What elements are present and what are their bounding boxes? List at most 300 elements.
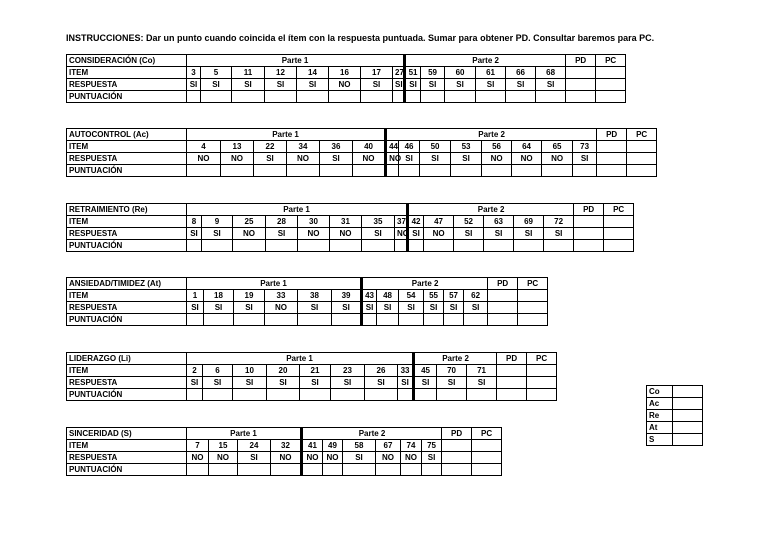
part-2-header: Parte 2 xyxy=(362,278,488,290)
response-value: NO xyxy=(542,153,573,165)
item-number: 62 xyxy=(464,290,488,302)
item-number: 64 xyxy=(512,141,542,153)
part-2-header: Parte 2 xyxy=(414,353,497,365)
response-value: SI xyxy=(421,79,445,91)
pd-cell xyxy=(497,377,527,389)
item-number: 43 xyxy=(362,290,377,302)
pc-header: PC xyxy=(604,204,634,216)
score-cell xyxy=(221,165,254,177)
response-value: SI xyxy=(422,452,442,464)
response-value: NO xyxy=(298,228,330,240)
item-number: 48 xyxy=(377,290,399,302)
section-title: RETRAIMIENTO (Re) xyxy=(67,204,187,216)
pd-header: PD xyxy=(597,129,627,141)
summary-scale-label: At xyxy=(647,422,673,434)
part-1-header: Parte 1 xyxy=(187,278,362,290)
pd-cell xyxy=(442,464,472,476)
response-value: SI xyxy=(444,302,464,314)
score-cell xyxy=(542,165,573,177)
item-number: 20 xyxy=(267,365,300,377)
pd-cell xyxy=(566,67,596,79)
score-cell xyxy=(536,91,566,103)
response-value: NO xyxy=(376,452,401,464)
response-value: SI xyxy=(343,452,376,464)
pd-header: PD xyxy=(488,278,518,290)
puntuacion-row-label: PUNTUACIÓN xyxy=(67,314,187,326)
response-value: SI xyxy=(298,302,332,314)
response-value: NO xyxy=(271,452,302,464)
item-number: 65 xyxy=(542,141,573,153)
score-cell xyxy=(204,314,234,326)
item-number: 36 xyxy=(320,141,353,153)
pd-cell xyxy=(488,290,518,302)
response-value: SI xyxy=(187,79,201,91)
score-cell xyxy=(424,240,454,252)
response-value: SI xyxy=(484,228,514,240)
score-cell xyxy=(414,389,437,401)
response-value: NO xyxy=(233,228,266,240)
response-value: SI xyxy=(362,228,395,240)
pd-cell xyxy=(488,302,518,314)
response-value: SI xyxy=(267,377,300,389)
item-number: 31 xyxy=(330,216,362,228)
summary-value-cell xyxy=(673,398,703,410)
item-number: 50 xyxy=(420,141,451,153)
item-number: 1 xyxy=(187,290,204,302)
score-cell xyxy=(362,314,377,326)
response-value: SI xyxy=(201,79,232,91)
response-value: SI xyxy=(254,153,287,165)
item-number: 63 xyxy=(484,216,514,228)
score-cell xyxy=(395,240,408,252)
response-value: SI xyxy=(405,79,421,91)
score-cell xyxy=(267,389,300,401)
puntuacion-row-label: PUNTUACIÓN xyxy=(67,464,187,476)
item-number: 11 xyxy=(232,67,265,79)
score-cell xyxy=(343,464,376,476)
item-number: 15 xyxy=(209,440,238,452)
instructions-text: INSTRUCCIONES: Dar un punto cuando coincida el ítem con la respuesta puntuada. Sumar para obtener PD. Consultar baremos para PC. xyxy=(66,33,655,43)
pc-header: PC xyxy=(472,428,502,440)
scoring-table xyxy=(66,203,634,252)
score-cell xyxy=(405,91,421,103)
item-number: 18 xyxy=(204,290,234,302)
response-value: SI xyxy=(202,228,233,240)
item-number: 52 xyxy=(454,216,484,228)
item-number: 54 xyxy=(399,290,424,302)
item-number: 71 xyxy=(467,365,497,377)
score-cell xyxy=(271,464,302,476)
section-title: LIDERAZGO (Li) xyxy=(67,353,187,365)
score-cell xyxy=(377,314,399,326)
item-number: 4 xyxy=(187,141,221,153)
response-value: SI xyxy=(408,228,424,240)
puntuacion-row-label: PUNTUACIÓN xyxy=(67,240,187,252)
score-cell xyxy=(233,240,266,252)
response-value: SI xyxy=(187,302,204,314)
pc-cell xyxy=(527,389,557,401)
response-value: SI xyxy=(234,302,265,314)
pc-cell xyxy=(604,228,634,240)
item-number: 6 xyxy=(203,365,233,377)
pd-cell xyxy=(497,365,527,377)
summary-scale-label: Co xyxy=(647,386,673,398)
response-value: NO xyxy=(287,153,320,165)
item-number: 28 xyxy=(266,216,298,228)
part-1-header: Parte 1 xyxy=(187,55,405,67)
score-cell xyxy=(265,314,298,326)
score-cell xyxy=(421,91,445,103)
pd-cell xyxy=(488,314,518,326)
score-cell xyxy=(287,165,320,177)
pc-cell xyxy=(472,440,502,452)
part-1-header: Parte 1 xyxy=(187,129,386,141)
score-cell xyxy=(266,240,298,252)
response-value: NO xyxy=(221,153,254,165)
response-value: SI xyxy=(203,377,233,389)
part-2-header: Parte 2 xyxy=(302,428,442,440)
item-number: 61 xyxy=(476,67,506,79)
item-number: 9 xyxy=(202,216,233,228)
response-value: SI xyxy=(573,153,597,165)
score-cell xyxy=(234,314,265,326)
response-value: SI xyxy=(331,377,365,389)
item-number: 53 xyxy=(451,141,482,153)
score-cell xyxy=(353,165,386,177)
respuesta-row-label: RESPUESTA xyxy=(67,377,187,389)
response-value: NO xyxy=(424,228,454,240)
score-cell xyxy=(445,91,476,103)
puntuacion-row-label: PUNTUACIÓN xyxy=(67,389,187,401)
response-value: SI xyxy=(297,79,329,91)
response-value: SI xyxy=(393,79,405,91)
item-number: 25 xyxy=(233,216,266,228)
pc-header: PC xyxy=(627,129,657,141)
response-value: NO xyxy=(302,452,323,464)
summary-scale-label: Ac xyxy=(647,398,673,410)
item-number: 22 xyxy=(254,141,287,153)
response-value: NO xyxy=(395,228,408,240)
response-value: NO xyxy=(353,153,386,165)
score-cell xyxy=(444,314,464,326)
score-cell xyxy=(512,165,542,177)
pc-cell xyxy=(518,290,548,302)
response-value: SI xyxy=(187,228,202,240)
scoring-table xyxy=(66,277,548,326)
response-value: SI xyxy=(332,302,362,314)
item-number: 33 xyxy=(398,365,414,377)
score-cell xyxy=(398,389,414,401)
score-cell xyxy=(467,389,497,401)
item-number: 72 xyxy=(544,216,574,228)
pd-cell xyxy=(597,165,627,177)
item-number: 30 xyxy=(298,216,330,228)
pc-cell xyxy=(596,67,626,79)
response-value: SI xyxy=(377,302,399,314)
item-number: 2 xyxy=(187,365,203,377)
item-number: 12 xyxy=(265,67,297,79)
item-number: 59 xyxy=(421,67,445,79)
score-cell xyxy=(298,240,330,252)
score-cell xyxy=(376,464,401,476)
item-number: 32 xyxy=(271,440,302,452)
score-cell xyxy=(420,165,451,177)
puntuacion-row-label: PUNTUACIÓN xyxy=(67,165,187,177)
item-number: 42 xyxy=(408,216,424,228)
score-cell xyxy=(399,165,420,177)
score-cell xyxy=(232,91,265,103)
score-cell xyxy=(422,464,442,476)
response-value: SI xyxy=(514,228,544,240)
response-value: NO xyxy=(265,302,298,314)
score-cell xyxy=(320,165,353,177)
score-cell xyxy=(201,91,232,103)
item-number: 35 xyxy=(362,216,395,228)
score-cell xyxy=(399,314,424,326)
scoring-table xyxy=(66,54,652,103)
score-cell xyxy=(424,314,444,326)
score-cell xyxy=(514,240,544,252)
section-title: CONSIDERACIÓN (Co) xyxy=(67,55,187,67)
score-cell xyxy=(393,91,405,103)
score-cell xyxy=(401,464,422,476)
response-value: SI xyxy=(536,79,566,91)
part-1-header: Parte 1 xyxy=(187,353,414,365)
item-row-label: ITEM xyxy=(67,440,187,452)
response-value: SI xyxy=(361,79,393,91)
pd-header: PD xyxy=(497,353,527,365)
response-value: NO xyxy=(482,153,512,165)
pc-cell xyxy=(604,240,634,252)
summary-value-cell xyxy=(673,410,703,422)
item-number: 38 xyxy=(298,290,332,302)
item-number: 67 xyxy=(376,440,401,452)
response-value: NO xyxy=(401,452,422,464)
section-title: SINCERIDAD (S) xyxy=(67,428,187,440)
score-cell xyxy=(506,91,536,103)
score-cell xyxy=(238,464,271,476)
item-number: 55 xyxy=(424,290,444,302)
pc-header: PC xyxy=(527,353,557,365)
summary-value-cell xyxy=(673,422,703,434)
response-value: NO xyxy=(386,153,399,165)
scoring-table xyxy=(66,352,557,401)
pc-cell xyxy=(627,165,657,177)
response-value: NO xyxy=(209,452,238,464)
response-value: SI xyxy=(398,377,414,389)
score-cell xyxy=(544,240,574,252)
score-cell xyxy=(329,91,361,103)
score-cell xyxy=(254,165,287,177)
response-value: SI xyxy=(437,377,467,389)
response-value: SI xyxy=(233,377,267,389)
item-number: 14 xyxy=(297,67,329,79)
item-number: 24 xyxy=(238,440,271,452)
item-number: 27 xyxy=(393,67,405,79)
pc-cell xyxy=(527,377,557,389)
item-number: 60 xyxy=(445,67,476,79)
score-cell xyxy=(476,91,506,103)
response-value: SI xyxy=(300,377,331,389)
score-cell xyxy=(323,464,343,476)
section-title: AUTOCONTROL (Ac) xyxy=(67,129,187,141)
pd-cell xyxy=(442,440,472,452)
item-row-label: ITEM xyxy=(67,365,187,377)
pd-cell xyxy=(574,240,604,252)
response-value: SI xyxy=(399,302,424,314)
item-number: 56 xyxy=(482,141,512,153)
respuesta-row-label: RESPUESTA xyxy=(67,302,187,314)
score-cell xyxy=(464,314,488,326)
response-value: SI xyxy=(204,302,234,314)
score-cell xyxy=(298,314,332,326)
pc-header: PC xyxy=(518,278,548,290)
part-1-header: Parte 1 xyxy=(187,428,302,440)
item-number: 57 xyxy=(444,290,464,302)
score-cell xyxy=(362,240,395,252)
item-number: 66 xyxy=(506,67,536,79)
response-value: SI xyxy=(506,79,536,91)
score-cell xyxy=(265,91,297,103)
summary-value-cell xyxy=(673,386,703,398)
item-number: 46 xyxy=(399,141,420,153)
score-cell xyxy=(187,240,202,252)
response-value: SI xyxy=(420,153,451,165)
response-value: SI xyxy=(445,79,476,91)
summary-table xyxy=(646,385,703,446)
part-1-header: Parte 1 xyxy=(187,204,408,216)
item-number: 34 xyxy=(287,141,320,153)
response-value: NO xyxy=(512,153,542,165)
response-value: SI xyxy=(238,452,271,464)
response-value: SI xyxy=(362,302,377,314)
score-cell xyxy=(408,240,424,252)
score-cell xyxy=(202,240,233,252)
pc-cell xyxy=(596,91,626,103)
pc-cell xyxy=(518,314,548,326)
item-number: 51 xyxy=(405,67,421,79)
respuesta-row-label: RESPUESTA xyxy=(67,79,187,91)
score-cell xyxy=(233,389,267,401)
response-value: NO xyxy=(187,452,209,464)
item-row-label: ITEM xyxy=(67,216,187,228)
item-number: 45 xyxy=(414,365,437,377)
response-value: NO xyxy=(187,153,221,165)
item-number: 58 xyxy=(343,440,376,452)
response-value: SI xyxy=(451,153,482,165)
item-number: 41 xyxy=(302,440,323,452)
response-value: SI xyxy=(320,153,353,165)
pd-cell xyxy=(597,141,627,153)
pd-cell xyxy=(597,153,627,165)
section-title: ANSIEDAD/TIMIDEZ (At) xyxy=(67,278,187,290)
score-cell xyxy=(187,464,209,476)
item-number: 75 xyxy=(422,440,442,452)
summary-scale-label: S xyxy=(647,434,673,446)
item-number: 26 xyxy=(365,365,398,377)
score-cell xyxy=(187,389,203,401)
response-value: SI xyxy=(464,302,488,314)
pc-cell xyxy=(472,452,502,464)
item-number: 74 xyxy=(401,440,422,452)
item-row-label: ITEM xyxy=(67,141,187,153)
pc-header: PC xyxy=(596,55,626,67)
item-number: 5 xyxy=(201,67,232,79)
pd-cell xyxy=(574,216,604,228)
response-value: NO xyxy=(330,228,362,240)
pc-cell xyxy=(604,216,634,228)
item-number: 39 xyxy=(332,290,362,302)
response-value: SI xyxy=(544,228,574,240)
score-cell xyxy=(386,165,399,177)
response-value: NO xyxy=(329,79,361,91)
item-number: 44 xyxy=(386,141,399,153)
pc-cell xyxy=(518,302,548,314)
respuesta-row-label: RESPUESTA xyxy=(67,153,187,165)
pd-header: PD xyxy=(566,55,596,67)
response-value: SI xyxy=(467,377,497,389)
pd-cell xyxy=(566,91,596,103)
item-number: 17 xyxy=(361,67,393,79)
item-number: 37 xyxy=(395,216,408,228)
score-cell xyxy=(300,389,331,401)
score-cell xyxy=(302,464,323,476)
response-value: SI xyxy=(266,228,298,240)
score-cell xyxy=(451,165,482,177)
item-number: 40 xyxy=(353,141,386,153)
item-number: 68 xyxy=(536,67,566,79)
score-cell xyxy=(365,389,398,401)
response-value: SI xyxy=(265,79,297,91)
item-row-label: ITEM xyxy=(67,67,187,79)
score-cell xyxy=(187,91,201,103)
response-value: SI xyxy=(187,377,203,389)
item-number: 23 xyxy=(331,365,365,377)
response-value: SI xyxy=(476,79,506,91)
item-number: 16 xyxy=(329,67,361,79)
response-value: NO xyxy=(323,452,343,464)
score-cell xyxy=(437,389,467,401)
pc-cell xyxy=(627,141,657,153)
score-cell xyxy=(330,240,362,252)
response-value: SI xyxy=(232,79,265,91)
part-2-header: Parte 2 xyxy=(405,55,566,67)
score-cell xyxy=(187,165,221,177)
part-2-header: Parte 2 xyxy=(408,204,574,216)
item-number: 19 xyxy=(234,290,265,302)
pc-cell xyxy=(627,153,657,165)
score-cell xyxy=(484,240,514,252)
score-cell xyxy=(454,240,484,252)
item-number: 70 xyxy=(437,365,467,377)
respuesta-row-label: RESPUESTA xyxy=(67,452,187,464)
scoring-table xyxy=(66,427,502,476)
pc-cell xyxy=(596,79,626,91)
score-cell xyxy=(482,165,512,177)
score-cell xyxy=(332,314,362,326)
score-cell xyxy=(361,91,393,103)
item-number: 73 xyxy=(573,141,597,153)
response-value: SI xyxy=(365,377,398,389)
item-number: 21 xyxy=(300,365,331,377)
pd-header: PD xyxy=(442,428,472,440)
pd-cell xyxy=(574,228,604,240)
pd-cell xyxy=(566,79,596,91)
item-number: 10 xyxy=(233,365,267,377)
part-2-header: Parte 2 xyxy=(386,129,597,141)
response-value: SI xyxy=(414,377,437,389)
pc-cell xyxy=(472,464,502,476)
